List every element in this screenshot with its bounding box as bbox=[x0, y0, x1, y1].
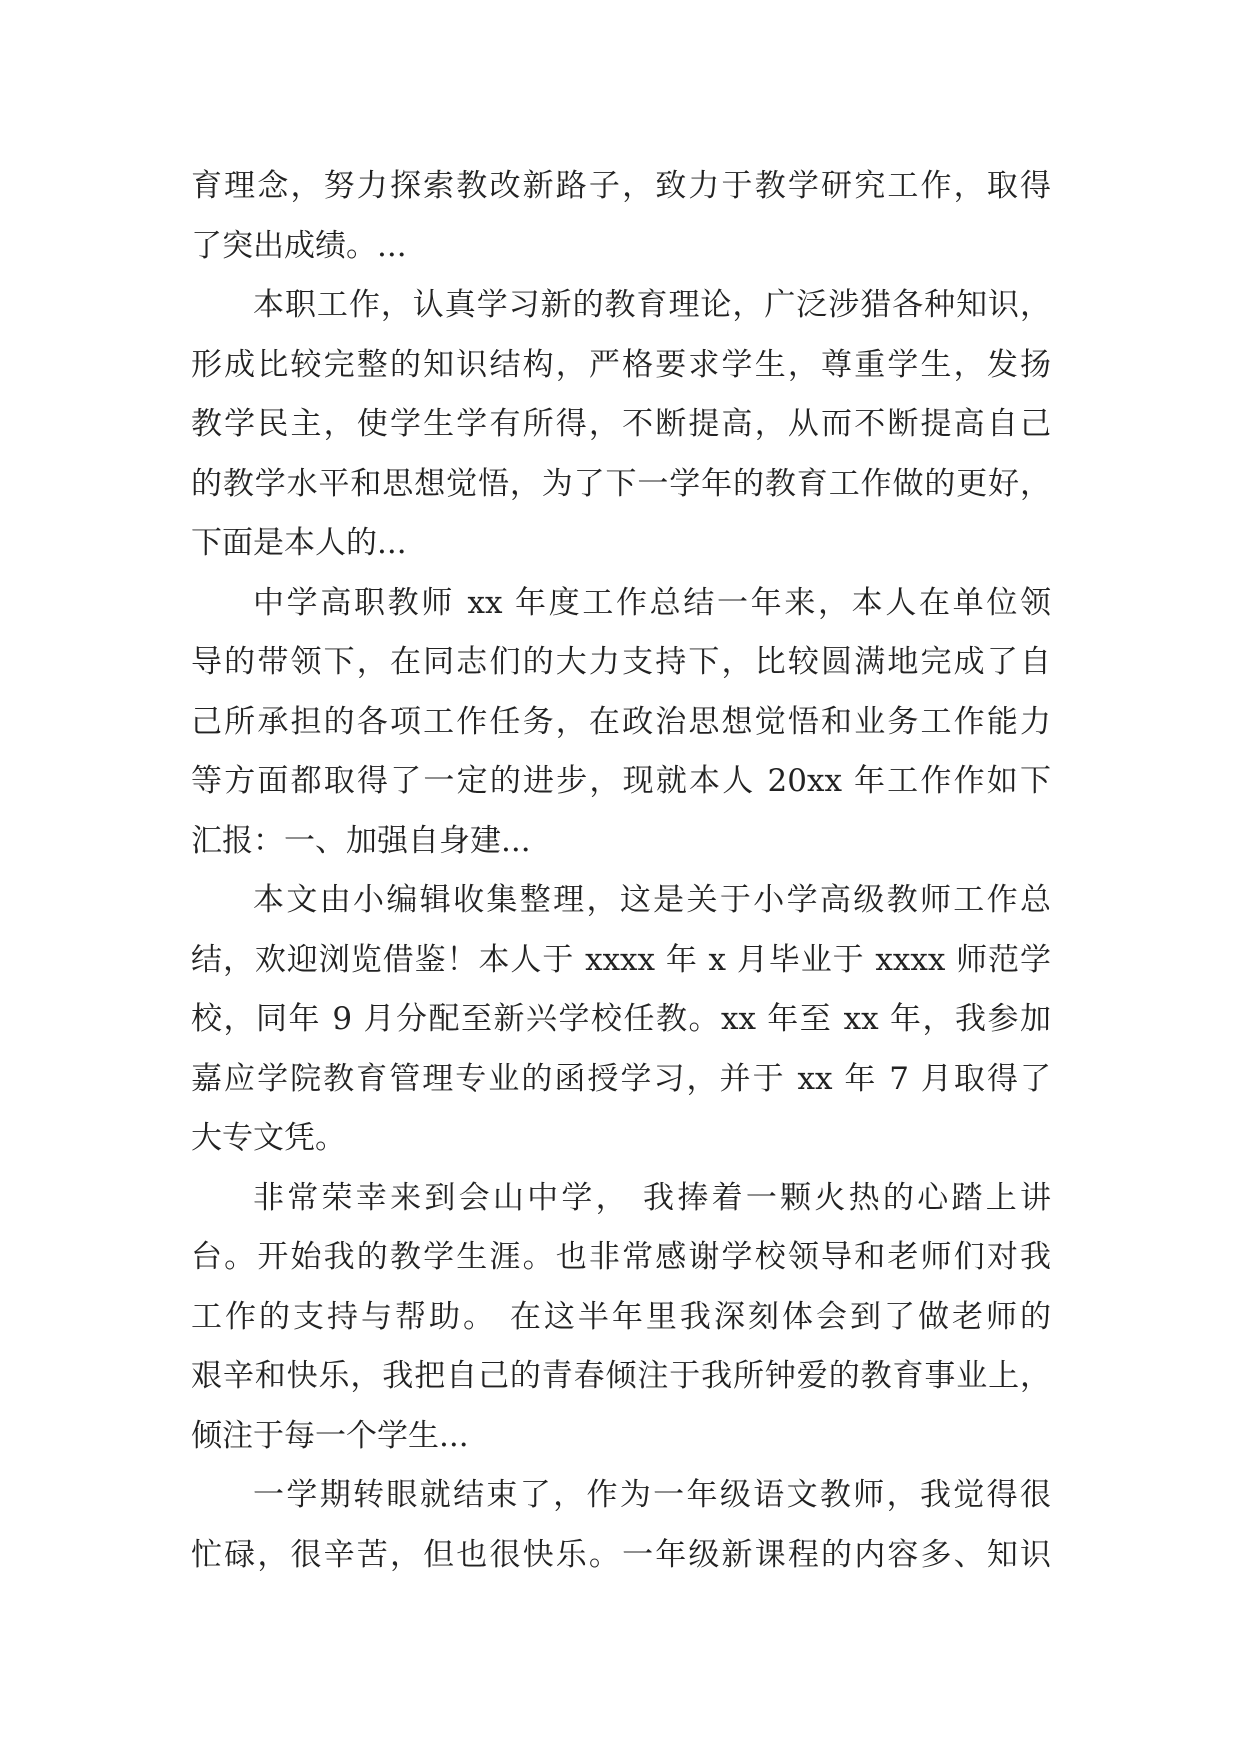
text-line: 汇报：一、加强自身建... bbox=[191, 822, 531, 859]
text-line: 台。开始我的教学生涯。也非常感谢学校领导和老师们对我 bbox=[191, 1239, 1051, 1275]
text-line: 形成比较完整的知识结构，严格要求学生，尊重学生，发扬 bbox=[191, 346, 1051, 383]
text-line: 育理念，努力探索教改新路子，致力于教学研究工作，取得 bbox=[191, 168, 1051, 204]
paragraph bbox=[191, 276, 1051, 574]
paragraph bbox=[191, 871, 1051, 1169]
text-line: 己所承担的各项工作任务，在政治思想觉悟和业务工作能力 bbox=[191, 703, 1051, 740]
paragraph bbox=[191, 157, 1051, 276]
text-line: 嘉应学院教育管理专业的函授学习，并于 xx 年 7 月取得了 bbox=[191, 1060, 1051, 1097]
text-line: 等方面都取得了一定的进步，现就本人 20xx 年工作作如下 bbox=[191, 763, 1051, 799]
paragraph bbox=[191, 1466, 1051, 1585]
text-line: 结，欢迎浏览借鉴！本人于 xxxx 年 x 月毕业于 xxxx 师范学 bbox=[191, 941, 1051, 978]
text-line: 一学期转眼就结束了，作为一年级语文教师，我觉得很 bbox=[253, 1477, 1051, 1513]
text-line: 大专文凭。 bbox=[191, 1120, 346, 1156]
paragraph bbox=[191, 1169, 1051, 1467]
text-line: 了突出成绩。... bbox=[191, 227, 407, 264]
text-line: 的教学水平和思想觉悟，为了下一学年的教育工作做的更好， bbox=[191, 465, 1051, 502]
text-line: 忙碌，很辛苦，但也很快乐。一年级新课程的内容多、知识 bbox=[191, 1536, 1051, 1573]
text-line: 教学民主，使学生学有所得，不断提高，从而不断提高自己 bbox=[191, 406, 1051, 442]
text-line: 导的带领下，在同志们的大力支持下，比较圆满地完成了自 bbox=[191, 644, 1051, 680]
text-line: 工作的支持与帮助。 在这半年里我深刻体会到了做老师的 bbox=[191, 1298, 1051, 1335]
text-line: 艰辛和快乐，我把自己的青春倾注于我所钟爱的教育事业上， bbox=[191, 1358, 1051, 1394]
text-line: 下面是本人的... bbox=[191, 525, 407, 561]
text-line: 本文由小编辑收集整理，这是关于小学高级教师工作总 bbox=[253, 882, 1051, 918]
text-line: 中学高职教师 xx 年度工作总结一年来，本人在单位领 bbox=[253, 584, 1051, 621]
text-line: 倾注于每一个学生... bbox=[191, 1417, 469, 1454]
document-body bbox=[191, 157, 1051, 1585]
text-line: 校，同年 9 月分配至新兴学校任教。xx 年至 xx 年，我参加 bbox=[191, 1001, 1051, 1037]
text-line: 本职工作，认真学习新的教育理论，广泛涉猎各种知识， bbox=[253, 287, 1051, 323]
paragraph bbox=[191, 574, 1051, 872]
text-line: 非常荣幸来到会山中学， 我捧着一颗火热的心踏上讲 bbox=[253, 1179, 1051, 1216]
